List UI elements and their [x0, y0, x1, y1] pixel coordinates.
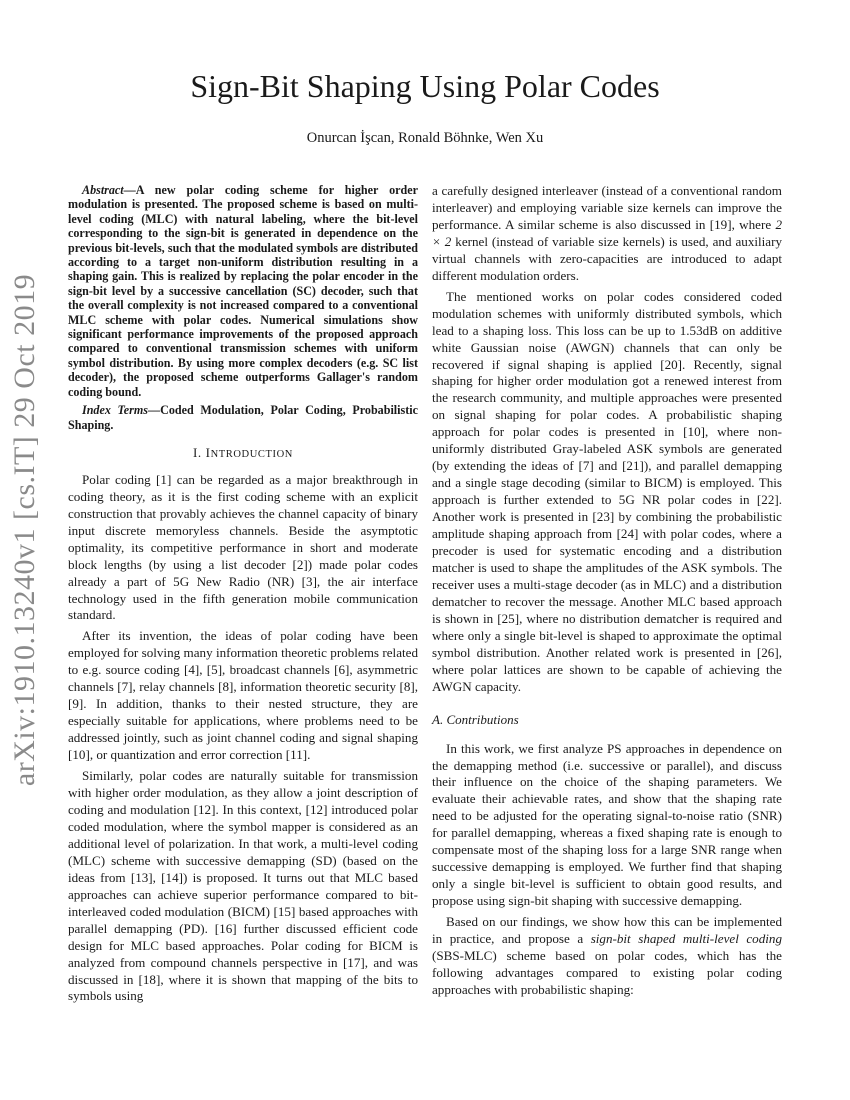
abstract-text: —A new polar coding scheme for higher order modulation is presented. The proposed scheme is based on multi-level coding (MLC) with natural labeling, where the bit-level corresponding to the sign-bit is generated in dependence on the previous bit-levels, such that the modulated symbols are distributed according to a target non-uniform distribution resulting in a shaping gain. This is realized by replacing the polar encoder in the sign-bit level by a successive cancellation (SC) decoder, such that the overall complexity is not increased compared to a conventional MLC scheme with polar codes. Numerical simulations show significant performance improvements of the proposed approach compared to conventional transmission schemes with uniform symbol distribution. By using more complex decoders (e.g. SC list decoder), the proposed scheme outperforms Gallager's random coding bound.: [68, 183, 418, 399]
right-column: [432, 183, 782, 999]
arxiv-identifier: arXiv:1910.13240v1 [cs.IT] 29 Oct 2019: [8, 273, 41, 787]
left-column: [68, 183, 418, 1005]
index-terms: [68, 403, 418, 432]
arxiv-identifier-stamp: [0, 273, 50, 787]
sbs-mlc-term: sign-bit shaped multi-level coding: [590, 931, 782, 947]
abstract-lead: Abstract: [82, 183, 124, 197]
intro-paragraph-1: Polar coding [1] can be regarded as a major breakthrough in coding theory, as it is the first coding scheme with an explicit construction that provably achieves the channel capacity of binary input discrete memoryless channels. Beside the asymptotic optimality, its competitive performance in short and moderate block lengths (by using a list decoder [2]) made polar codes already a part of 5G New Radio (NR) [3], the air interface technology used in the fifth generation mobile communication standard.: [68, 471, 418, 623]
subsection-heading-contributions: A. Contributions: [432, 711, 519, 727]
section-heading-introduction: I. INTRODUCTION: [192, 444, 293, 460]
index-terms-text: —Coded Modulation, Polar Coding, Probabilistic Shaping.: [68, 403, 418, 432]
kernel-size-math: 2 × 2: [432, 216, 782, 249]
abstract: [68, 183, 418, 399]
intro-paragraph-2: After its invention, the ideas of polar coding have been employed for solving many information theoretic problems related to e.g. source coding [4], [5], broadcast channels [6], asymmetric channels [7], relay channels [8], information theoretic security [8], [9]. In addition, thanks to their nested structure, they are especially suitable for applications, where problems need to be addressed jointly, such as joint channel coding and signal shaping [10], or quantization and error correction [11].: [68, 628, 418, 763]
paper-title: Sign-Bit Shaping Using Polar Codes: [190, 68, 660, 104]
contributions-paragraph-2: Based on our findings, we show how this can be implemented in practice, and propose a sign-bit shaped multi-level coding (SBS-MLC) scheme based on polar codes, which has the following advantages compared to existing polar coding approaches with probabilistic shaping:: [432, 914, 782, 997]
contributions-paragraph-1: In this work, we first analyze PS approaches in dependence on the demapping method (i.e. successive or parallel), and discuss their influence on the choice of the shaping parameters. We evaluate their achievable rates, and show that the shaping rate need to be adjusted for the operating signal-to-noise ratio (SNR) for parallel demapping, whereas a fixed shaping rate is enough to compensate most of the shaping loss for a large SNR range when successive demapping is employed. We further find that shaping only a single bit-level is sufficient to obtain good results, and propose using sign-bit shaping with successive demapping.: [432, 740, 782, 909]
paper-authors: Onurcan İşcan, Ronald Böhnke, Wen Xu: [306, 130, 544, 146]
index-terms-lead: Index Terms: [82, 403, 148, 418]
intro-paragraph-3: Similarly, polar codes are naturally suitable for transmission with higher order modulation, as they allow a joint description of coding and modulation [12]. In this context, [12] introduced polar coded modulation, where the symbol mapper is considered as an additional level of polarization. In that work, a multi-level coding (MLC) scheme with successive demapping (SD) (based on the ideas from [13], [14]) is proposed. It turns out that MLC based approaches can achieve superior performance compared to bit-interleaved coded modulation (BICM) [15] based approaches with parallel demapping (PD). [16] further discussed efficient code design for MLC based approaches. Polar coding for BICM is analyzed from compound channels perspective in [17], and was discussed in [18], where it is shown that mapping of the bits to symbols using: [68, 768, 418, 1004]
right-paragraph-1: a carefully designed interleaver (instead of a conventional random interleaver) and employing variable size kernels can improve the performance. A similar scheme is also discussed in [19], where 2 × 2 kernel (instead of variable size kernels) is used, and auxiliary virtual channels with zero-capacities are introduced to adapt different modulation orders.: [432, 183, 782, 283]
right-paragraph-2: The mentioned works on polar codes considered coded modulation schemes with uniformly distributed symbols, which lead to a shaping loss. This loss can be up to 1.53dB on additive white Gaussian noise (AWGN) channels that can only be recovered if signal shaping is applied [20]. Recently, signal shaping for higher order modulation got a renewed interest from the research community, and multiple approaches were presented on signal shaping for polar codes. A probabilistic shaping approach for polar codes is presented in [10], where non-uniformly distributed Gray-labeled ASK symbols are generated (by extending the ideas of [7] and [21]), and parallel demapping and a single stage decoding (similar to BICM) is employed. This approach is further extended to 5G NR polar codes in [22]. Another work is presented in [23] by combining the probabilistic amplitude shaping approach from [24] with polar codes, where a precoder is used for systematic encoding and a distribution matcher is used to shape the amplitudes of the ASK symbols. The receiver uses a multi-stage decoder (as in MLC) and a distribution dematcher to recover the message. Another MLC based approach is shown in [25], where no distribution dematcher is required and where only a single bit-level is shaped to approximate the optimal symbol distribution. Another related work is presented in [26], where polar lattices are shown to be capable of achieving the AWGN capacity.: [432, 288, 782, 694]
